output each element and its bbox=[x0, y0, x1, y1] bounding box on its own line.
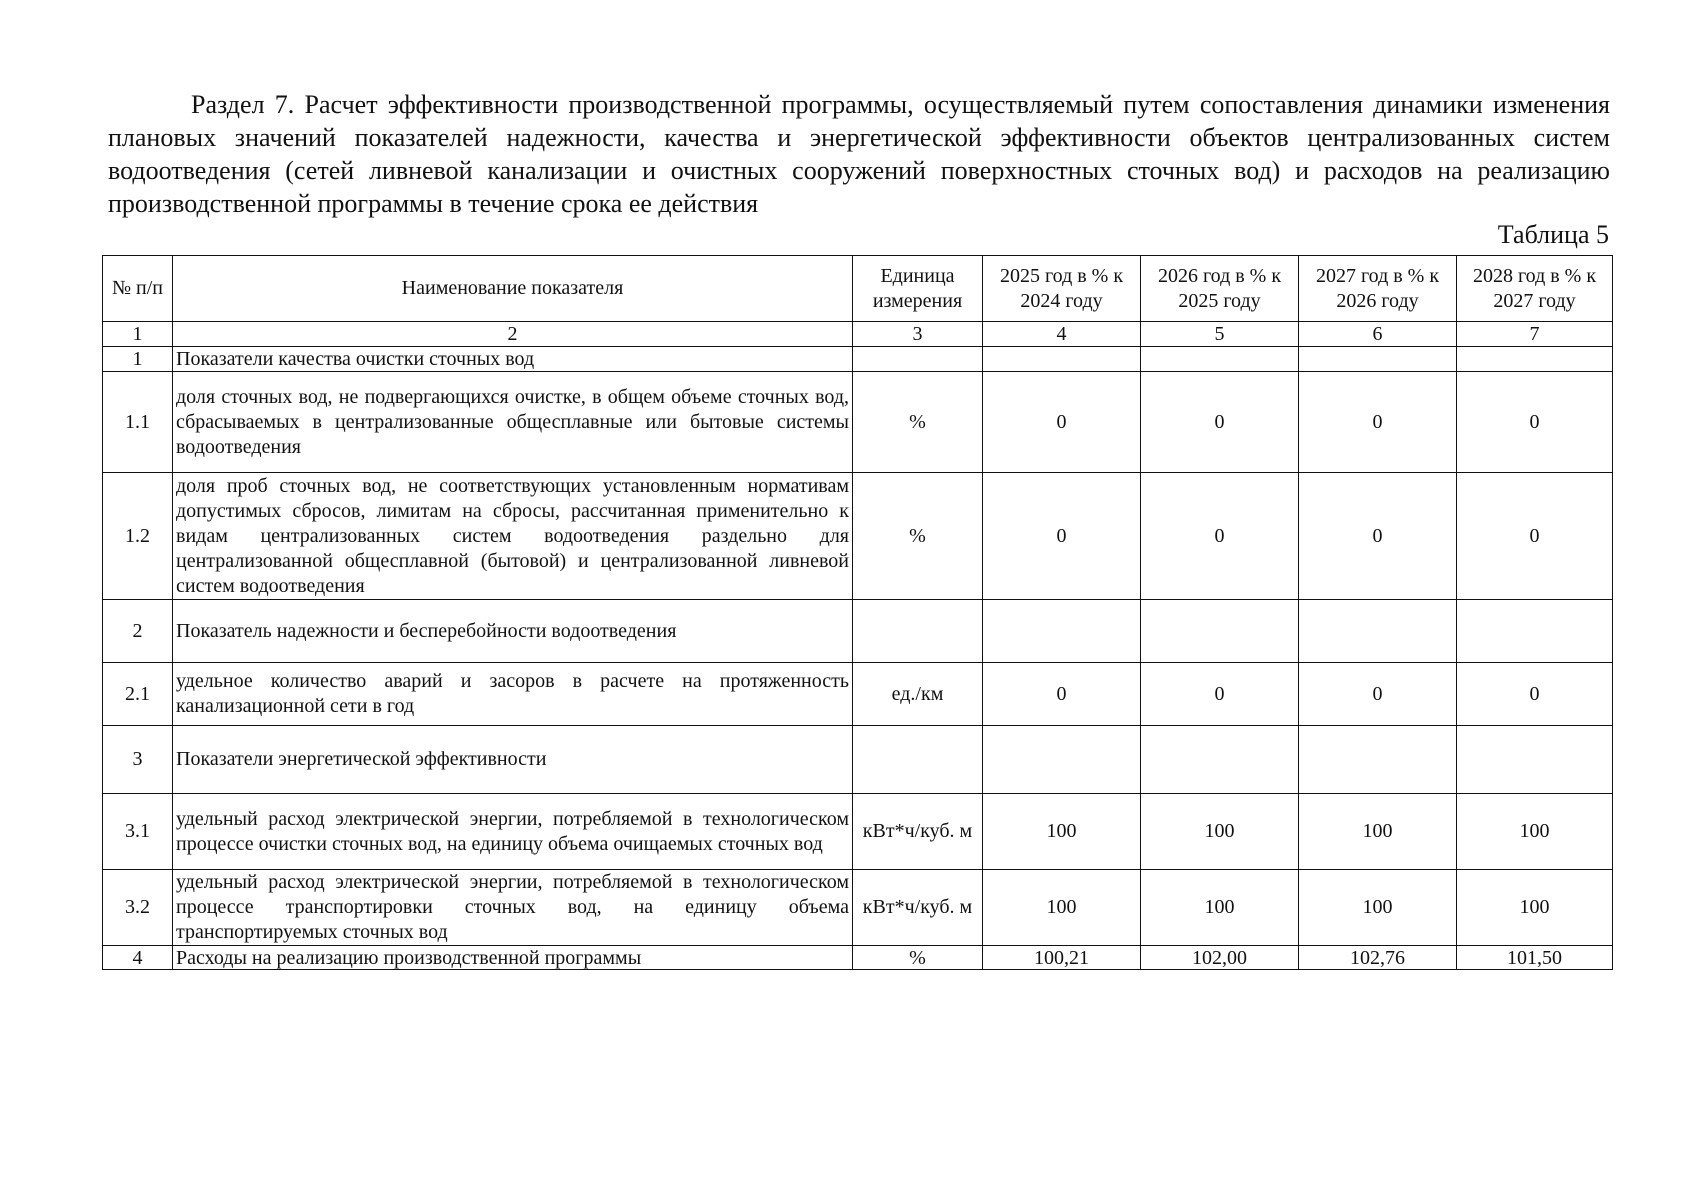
value-2026: 0 bbox=[1141, 372, 1299, 473]
indicator-name: удельное количество аварий и засоров в расчете на протяженность канализационной сети в год bbox=[173, 663, 853, 726]
value-2028 bbox=[1457, 726, 1613, 794]
value-2027 bbox=[1299, 347, 1457, 372]
unit-cell: % bbox=[853, 473, 983, 600]
value-2028: 101,50 bbox=[1457, 946, 1613, 970]
value-2025: 100 bbox=[983, 870, 1141, 946]
value-2026: 100 bbox=[1141, 794, 1299, 870]
header-name: Наименование показателя bbox=[173, 256, 853, 322]
row-number: 1.1 bbox=[103, 372, 173, 473]
indicator-name: Показатель надежности и бесперебойности водоотведения bbox=[173, 600, 853, 663]
value-2025: 100,21 bbox=[983, 946, 1141, 970]
value-2026: 102,00 bbox=[1141, 946, 1299, 970]
unit-cell bbox=[853, 600, 983, 663]
value-2027: 100 bbox=[1299, 870, 1457, 946]
value-2026: 0 bbox=[1141, 663, 1299, 726]
column-index: 5 bbox=[1141, 322, 1299, 347]
value-2025 bbox=[983, 347, 1141, 372]
indicator-name: доля проб сточных вод, не соответствующих установленным нормативам допустимых сбросов, лимитам на сбросы, рассчитанная применительно к видам централизованных систем водоотведения раздельно для централизованной общесплавной (бытовой) и централизованной ливневой систем водоотведения bbox=[173, 473, 853, 600]
column-index: 3 bbox=[853, 322, 983, 347]
value-2027: 100 bbox=[1299, 794, 1457, 870]
value-2027: 0 bbox=[1299, 663, 1457, 726]
row-number: 3.1 bbox=[103, 794, 173, 870]
table-row bbox=[103, 600, 1613, 663]
row-number: 1 bbox=[103, 347, 173, 372]
header-2025: 2025 год в % к 2024 году bbox=[983, 256, 1141, 322]
value-2025: 100 bbox=[983, 794, 1141, 870]
indicator-name: Показатели качества очистки сточных вод bbox=[173, 347, 853, 372]
value-2026: 0 bbox=[1141, 473, 1299, 600]
table-row bbox=[103, 726, 1613, 794]
value-2027 bbox=[1299, 726, 1457, 794]
row-number: 3.2 bbox=[103, 870, 173, 946]
value-2028 bbox=[1457, 600, 1613, 663]
table-row bbox=[103, 473, 1613, 600]
column-index: 2 bbox=[173, 322, 853, 347]
value-2027: 0 bbox=[1299, 372, 1457, 473]
efficiency-table bbox=[102, 255, 1613, 970]
unit-cell bbox=[853, 347, 983, 372]
column-index: 6 bbox=[1299, 322, 1457, 347]
value-2025: 0 bbox=[983, 473, 1141, 600]
value-2025: 0 bbox=[983, 663, 1141, 726]
value-2028: 0 bbox=[1457, 372, 1613, 473]
indicator-name: доля сточных вод, не подвергающихся очистке, в общем объеме сточных вод, сбрасываемых в централизованные общесплавные или бытовые системы водоотведения bbox=[173, 372, 853, 473]
value-2027: 102,76 bbox=[1299, 946, 1457, 970]
value-2026 bbox=[1141, 600, 1299, 663]
value-2028: 100 bbox=[1457, 794, 1613, 870]
header-num: № п/п bbox=[103, 256, 173, 322]
indicator-name: удельный расход электрической энергии, потребляемой в технологическом процессе транспортировки сточных вод, на единицу объема транспортируемых сточных вод bbox=[173, 870, 853, 946]
table-row bbox=[103, 946, 1613, 970]
column-index: 4 bbox=[983, 322, 1141, 347]
value-2025 bbox=[983, 726, 1141, 794]
header-2028: 2028 год в % к 2027 году bbox=[1457, 256, 1613, 322]
value-2028: 100 bbox=[1457, 870, 1613, 946]
header-2027: 2027 год в % к 2026 году bbox=[1299, 256, 1457, 322]
header-2026: 2026 год в % к 2025 году bbox=[1141, 256, 1299, 322]
table-row bbox=[103, 372, 1613, 473]
unit-cell: % bbox=[853, 946, 983, 970]
value-2027 bbox=[1299, 600, 1457, 663]
value-2028: 0 bbox=[1457, 473, 1613, 600]
value-2028: 0 bbox=[1457, 663, 1613, 726]
header-unit: Единица измерения bbox=[853, 256, 983, 322]
value-2025 bbox=[983, 600, 1141, 663]
unit-cell: ед./км bbox=[853, 663, 983, 726]
column-index: 7 bbox=[1457, 322, 1613, 347]
table-row bbox=[103, 870, 1613, 946]
row-number: 4 bbox=[103, 946, 173, 970]
indicator-name: Расходы на реализацию производственной программы bbox=[173, 946, 853, 970]
row-number: 3 bbox=[103, 726, 173, 794]
value-2026: 100 bbox=[1141, 870, 1299, 946]
unit-cell: кВт*ч/куб. м bbox=[853, 794, 983, 870]
unit-cell bbox=[853, 726, 983, 794]
table-row bbox=[103, 347, 1613, 372]
value-2025: 0 bbox=[983, 372, 1141, 473]
indicator-name: удельный расход электрической энергии, потребляемой в технологическом процессе очистки сточных вод, на единицу объема очищаемых сточных вод bbox=[173, 794, 853, 870]
table-caption: Таблица 5 bbox=[1497, 220, 1609, 249]
column-index-row bbox=[103, 322, 1613, 347]
section-heading: Раздел 7. Расчет эффективности производственной программы, осуществляемый путем сопоставления динамики изменения плановых значений показателей надежности, качества и энергетической эффективности объектов централизованных систем водоотведения (сетей ливневой канализации и очистных сооружений поверхностных сточных вод) и расходов на реализацию производственной программы в течение срока ее действия bbox=[108, 90, 1610, 218]
row-number: 1.2 bbox=[103, 473, 173, 600]
column-index: 1 bbox=[103, 322, 173, 347]
value-2026 bbox=[1141, 347, 1299, 372]
table-row bbox=[103, 663, 1613, 726]
value-2027: 0 bbox=[1299, 473, 1457, 600]
row-number: 2.1 bbox=[103, 663, 173, 726]
row-number: 2 bbox=[103, 600, 173, 663]
table-row bbox=[103, 794, 1613, 870]
value-2026 bbox=[1141, 726, 1299, 794]
unit-cell: % bbox=[853, 372, 983, 473]
unit-cell: кВт*ч/куб. м bbox=[853, 870, 983, 946]
table-header-row bbox=[103, 256, 1613, 322]
indicator-name: Показатели энергетической эффективности bbox=[173, 726, 853, 794]
value-2028 bbox=[1457, 347, 1613, 372]
